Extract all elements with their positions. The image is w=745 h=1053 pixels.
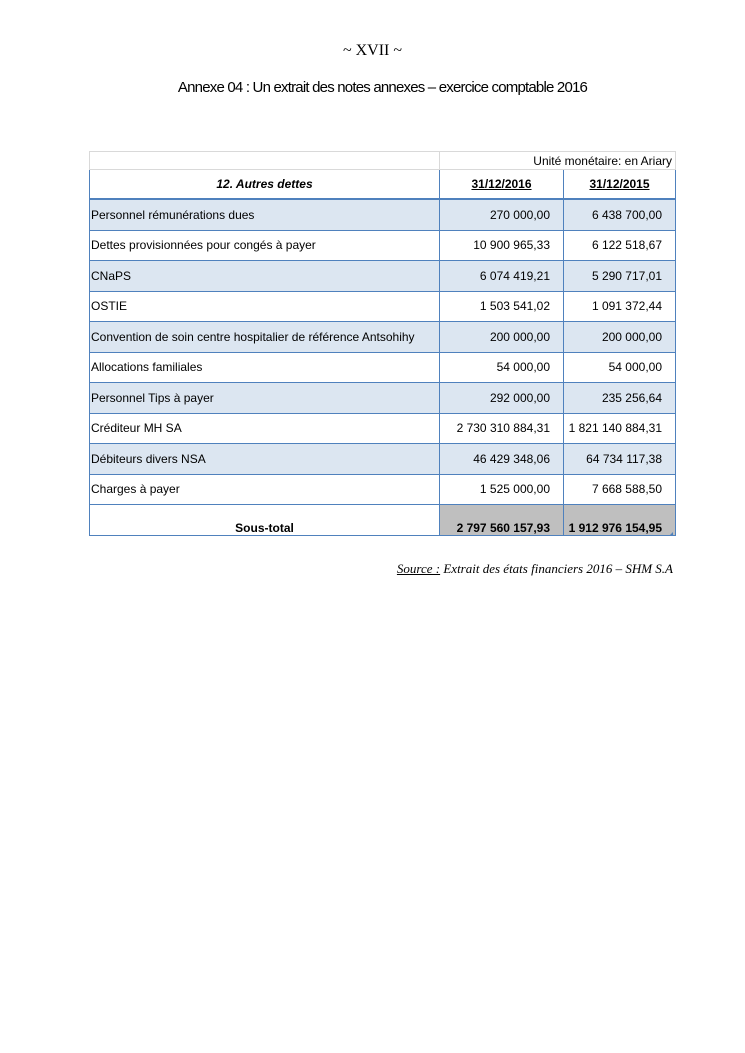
row-label: Charges à payer <box>90 474 440 505</box>
table-row <box>90 199 676 230</box>
value-2015: 1 091 372,44 <box>564 291 676 322</box>
column-header-2015: 31/12/2015 <box>564 170 676 200</box>
value-2015: 54 000,00 <box>564 352 676 383</box>
value-2016: 6 074 419,21 <box>440 261 564 292</box>
table-row <box>90 383 676 414</box>
subtotal-2016: 2 797 560 157,93 <box>440 505 564 536</box>
other-debts-table <box>89 151 676 536</box>
row-label: CNaPS <box>90 261 440 292</box>
table-header-row <box>90 170 676 200</box>
table-row <box>90 291 676 322</box>
section-heading: 12. Autres dettes <box>90 170 440 200</box>
source-text: Extrait des états financiers 2016 – SHM S.A <box>443 561 673 576</box>
row-label: OSTIE <box>90 291 440 322</box>
table-row <box>90 352 676 383</box>
value-2016: 270 000,00 <box>440 199 564 230</box>
value-2015: 5 290 717,01 <box>564 261 676 292</box>
source-label: Source : <box>396 561 441 576</box>
value-2015: 7 668 588,50 <box>564 474 676 505</box>
value-2016: 1 503 541,02 <box>440 291 564 322</box>
value-2015: 235 256,64 <box>564 383 676 414</box>
value-2016: 10 900 965,33 <box>440 230 564 261</box>
value-2015: 64 734 117,38 <box>564 444 676 475</box>
page-number: ~ XVII ~ <box>342 42 403 59</box>
row-label: Allocations familiales <box>90 352 440 383</box>
value-2015: 6 122 518,67 <box>564 230 676 261</box>
annex-title: Annexe 04 : Un extrait des notes annexes – exercice comptable 2016 <box>177 79 588 96</box>
value-2015: 200 000,00 <box>564 322 676 353</box>
subtotal-2015: 1 912 976 154,95 <box>564 505 676 536</box>
row-label: Personnel Tips à payer <box>90 383 440 414</box>
value-2015: 1 821 140 884,31 <box>564 413 676 444</box>
value-2016: 46 429 348,06 <box>440 444 564 475</box>
table-row <box>90 322 676 353</box>
column-header-2016: 31/12/2016 <box>440 170 564 200</box>
table-row <box>90 444 676 475</box>
row-label: Personnel rémunérations dues <box>90 199 440 230</box>
value-2016: 54 000,00 <box>440 352 564 383</box>
subtotal-row <box>90 505 676 536</box>
value-2015: 6 438 700,00 <box>564 199 676 230</box>
row-label: Dettes provisionnées pour congés à payer <box>90 230 440 261</box>
currency-unit-label: Unité monétaire: en Ariary <box>440 152 676 170</box>
row-label: Convention de soin centre hospitalier de référence Antsohihy <box>90 322 440 353</box>
source-note <box>397 561 673 577</box>
row-label: Débiteurs divers NSA <box>90 444 440 475</box>
value-2016: 292 000,00 <box>440 383 564 414</box>
table-row <box>90 474 676 505</box>
row-label: Créditeur MH SA <box>90 413 440 444</box>
unit-row-blank-cell <box>90 152 440 170</box>
table-body <box>90 199 676 505</box>
value-2016: 2 730 310 884,31 <box>440 413 564 444</box>
unit-row <box>90 152 676 170</box>
table-row <box>90 413 676 444</box>
table-row <box>90 230 676 261</box>
value-2016: 1 525 000,00 <box>440 474 564 505</box>
value-2016: 200 000,00 <box>440 322 564 353</box>
cell-resize-handle-icon <box>669 532 673 536</box>
table-row <box>90 261 676 292</box>
subtotal-label: Sous-total <box>90 505 440 536</box>
